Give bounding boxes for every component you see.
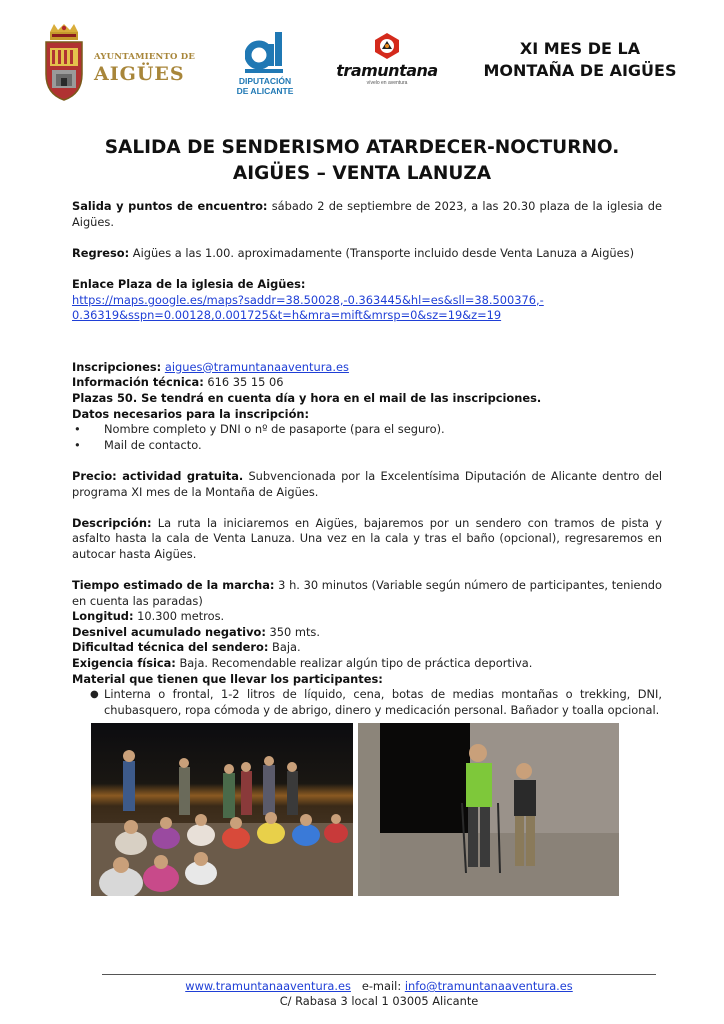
- diputacion-line1: DIPUTACIÓN: [238, 76, 292, 86]
- footer-email-label: e-mail:: [350, 979, 405, 993]
- material-label: Material que tienen que llevar los participantes:: [72, 671, 383, 686]
- enlace-label: Enlace Plaza de la iglesia de Aigües:: [72, 276, 306, 291]
- group-night-photo-image: [91, 723, 353, 896]
- desnivel-label: Desnivel acumulado negativo:: [72, 624, 266, 639]
- ayuntamiento-aigues-logo: [40, 24, 200, 104]
- document-body: [72, 199, 662, 718]
- precio-label: Precio: actividad gratuita.: [72, 468, 244, 483]
- footer-email-link[interactable]: info@tramuntanaaventura.es: [404, 979, 573, 993]
- footer-divider: [102, 974, 656, 975]
- diputacion-line2: DE ALICANTE: [236, 86, 294, 96]
- descripcion-paragraph: [72, 516, 662, 563]
- ayuntamiento-label: AYUNTAMIENTO DE: [94, 52, 196, 62]
- hikers-tunnel-photo: [358, 723, 619, 896]
- info-tecnica-phone: 616 35 15 06: [203, 375, 284, 390]
- salida-label: Salida y puntos de encuentro:: [72, 199, 268, 213]
- group-night-photo: [91, 723, 353, 896]
- tramuntana-logo: [332, 32, 442, 102]
- longitud-label: Longitud:: [72, 609, 134, 624]
- descripcion-label: Descripción:: [72, 515, 152, 530]
- tramuntana-word: tramuntana: [336, 61, 438, 80]
- exigencia-label: Exigencia física:: [72, 656, 176, 671]
- regreso-paragraph: [72, 246, 662, 262]
- info-tecnica-line: [72, 375, 662, 391]
- inscripciones-label: Inscripciones:: [72, 359, 162, 374]
- tiempo-paragraph: [72, 578, 662, 609]
- bullet-icon: ●: [90, 689, 99, 701]
- inscripciones-line: [72, 360, 662, 376]
- enlace-paragraph: [72, 277, 662, 293]
- salida-text: sábado 2 de septiembre de 2023, a las 20.30 plaza de la iglesia de Aigües.: [72, 199, 662, 229]
- tramuntana-badge-icon: [373, 32, 401, 60]
- footer-website-link[interactable]: www.tramuntanaaventura.es: [185, 979, 351, 993]
- title-line1: SALIDA DE SENDERISMO ATARDECER-NOCTURNO.: [104, 137, 620, 158]
- maps-link-line1[interactable]: https://maps.google.es/maps?saddr=38.50028,-0.363445&hl=es&sll=38.500376,-: [72, 292, 544, 307]
- exigencia-line: [72, 656, 662, 672]
- precio-text: Subvencionada por la Excelentísima Diputación de Alicante dentro del programa XI mes de la Montaña de Aigües.: [72, 468, 662, 499]
- bullet-icon: •: [74, 422, 81, 437]
- dificultad-line: [72, 640, 662, 656]
- desnivel-line: [72, 625, 662, 641]
- datos-item-2: Mail de contacto.: [104, 437, 202, 452]
- material-item: Linterna o frontal, 1-2 litros de líquido, cena, botas de medias montañas o trekking, DNI, chubasquero, ropa cómoda y de abrigo, dinero y medicación personal. Bañador y toalla opcional.: [104, 687, 662, 717]
- bullet-icon: •: [74, 437, 81, 452]
- dificultad-label: Dificultad técnica del sendero:: [72, 640, 269, 655]
- dificultad-text: Baja.: [268, 640, 301, 655]
- longitud-line: [72, 609, 662, 625]
- plazas-text: Plazas 50. Se tendrá en cuenta día y hora en el mail de las inscripciones.: [72, 390, 542, 405]
- longitud-text: 10.300 metros.: [133, 609, 225, 624]
- list-item: [72, 438, 662, 454]
- datos-label: Datos necesarios para la inscripción:: [72, 406, 310, 421]
- event-series-line1: XI MES DE LA: [519, 39, 641, 58]
- regreso-text: Aigües a las 1.00. aproximadamente (Transporte incluido desde Venta Lanuza a Aigües): [129, 245, 635, 260]
- info-tecnica-label: Información técnica:: [72, 375, 204, 390]
- event-series-line2: MONTAÑA DE AIGÜES: [483, 61, 677, 80]
- event-series-title: [470, 38, 690, 82]
- list-item: [72, 687, 662, 718]
- datos-item-1: Nombre completo y DNI o nº de pasaporte (para el seguro).: [104, 422, 445, 437]
- aigues-logo-word: AIGÜES: [94, 63, 185, 85]
- title-line2: AIGÜES – VENTA LANUZA: [232, 163, 492, 184]
- regreso-label: Regreso:: [72, 245, 130, 260]
- exigencia-text: Baja. Recomendable realizar algún tipo de práctica deportiva.: [175, 656, 533, 671]
- coat-of-arms-icon: [42, 24, 86, 102]
- tramuntana-slogan: vívelo en aventura: [366, 80, 408, 86]
- tiempo-label: Tiempo estimado de la marcha:: [72, 578, 275, 593]
- precio-paragraph: [72, 469, 662, 500]
- descripcion-text: La ruta la iniciaremos en Aigües, bajaremos por un sendero con tramos de pista y asfalto hasta la cala de Venta Lanuza. Una vez en la cala y tras el baño (opcional), regresaremos en autocar hasta Aigües.: [72, 515, 662, 561]
- page-title: [60, 135, 664, 187]
- page-footer: [102, 979, 656, 1009]
- page-header: [0, 22, 724, 112]
- diputacion-alicante-logo: [225, 30, 305, 105]
- list-item: [72, 422, 662, 438]
- maps-link-line2[interactable]: 0.36319&sspn=0.00128,0.001725&t=h&mra=mift&mrsp=0&sz=19&z=19: [72, 308, 502, 323]
- tiempo-text: 3 h. 30 minutos (Variable según número de participantes, teniendo en cuenta las paradas): [72, 578, 662, 608]
- inscripciones-email-link[interactable]: aigues@tramuntanaaventura.es: [164, 359, 349, 374]
- diputacion-icon: [245, 30, 285, 74]
- desnivel-text: 350 mts.: [265, 624, 320, 639]
- footer-address: C/ Rabasa 3 local 1 03005 Alicante: [279, 994, 479, 1008]
- salida-paragraph: [72, 199, 662, 230]
- hikers-tunnel-photo-image: [358, 723, 619, 896]
